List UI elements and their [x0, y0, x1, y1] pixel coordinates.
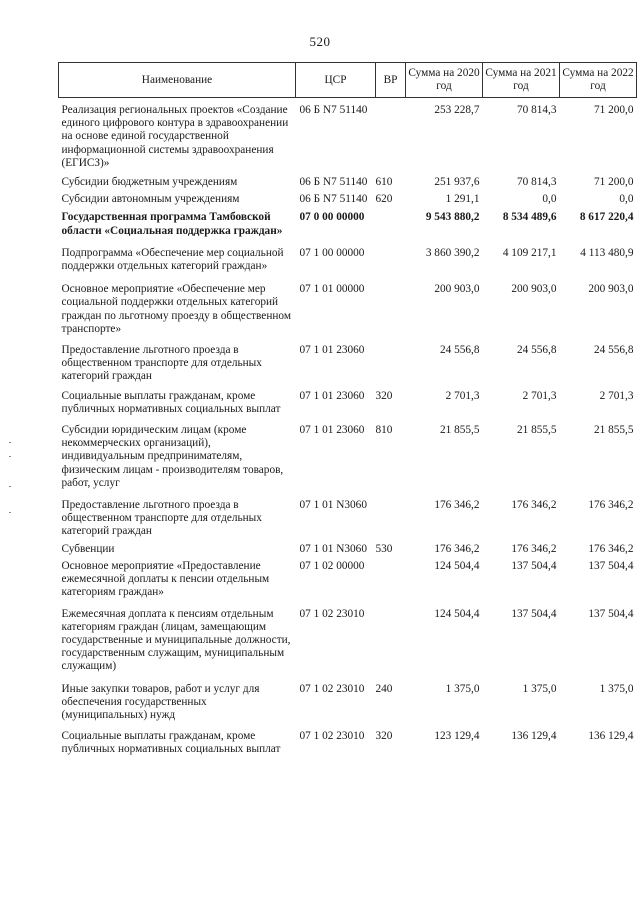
- page-number: 520: [309, 34, 331, 49]
- row-name-cell: Субсидии бюджетным учреждениям: [61, 176, 238, 189]
- row-name-cell: Реализация региональных проектов «Создание единого цифрового контура в здравоохранении на основе единой государственной информационной системы здравоохранения (ЕГИСЗ)»: [61, 104, 289, 169]
- table-row: [59, 273, 637, 336]
- row-code-cell: 07 1 02 23010: [299, 682, 365, 695]
- row-amount-2020: 24 556,8: [439, 344, 480, 357]
- row-amount-2021: 0,0: [542, 193, 557, 206]
- scan-mark: [9, 442, 11, 443]
- row-amount-2020: 1 375,0: [445, 682, 480, 695]
- row-amount-2022: 176 346,2: [588, 542, 634, 555]
- row-amount-2022: 71 200,0: [593, 104, 634, 116]
- table-row: [59, 600, 637, 674]
- header-2020: Сумма на 2020 год: [406, 63, 483, 98]
- row-amount-2020: 200 903,0: [434, 283, 480, 296]
- table-row: [59, 336, 637, 384]
- row-vr-cell: 530: [375, 542, 393, 555]
- row-amount-2022: 136 129,4: [588, 730, 634, 743]
- row-code-cell: 07 1 01 00000: [299, 283, 365, 296]
- row-code-cell: 07 1 01 23060: [299, 424, 365, 437]
- row-amount-2022: 71 200,0: [593, 176, 634, 189]
- table-row: [59, 722, 637, 756]
- table-row: [59, 416, 637, 490]
- row-amount-2022: 4 113 480,9: [580, 246, 634, 259]
- row-vr-cell: [376, 600, 406, 674]
- header-name: Наименование: [59, 63, 296, 98]
- row-name-cell: Предоставление льготного проезда в общественном транспорте для отдельных категорий граждан: [61, 499, 262, 538]
- row-amount-2021: 8 534 489,6: [502, 211, 557, 224]
- row-code-cell: 07 1 01 23060: [299, 389, 365, 402]
- row-vr-cell: [376, 490, 406, 539]
- row-code-cell: 07 1 02 00000: [299, 559, 365, 572]
- table-body: [59, 98, 637, 757]
- row-name-cell: Подпрограмма «Обеспечение мер социальной поддержки отдельных категорий граждан»: [61, 246, 284, 273]
- table-row: [59, 238, 637, 273]
- row-name-cell: Субсидии юридическим лицам (кроме некоммерческих организаций), индивидуальным предпринимателям, физическим лицам - производителям товаров, работ, услуг: [61, 424, 284, 489]
- row-vr-cell: [376, 273, 406, 336]
- table-row: [59, 539, 637, 556]
- row-code-cell: 07 0 00 00000: [299, 211, 365, 224]
- table-row: [59, 674, 637, 723]
- table-row: [59, 170, 637, 189]
- row-amount-2020: 9 543 880,2: [425, 211, 480, 224]
- row-amount-2022: 8 617 220,4: [579, 211, 634, 224]
- scan-mark: [9, 486, 11, 487]
- row-amount-2022: 137 504,4: [588, 559, 634, 572]
- row-amount-2021: 176 346,2: [511, 499, 557, 512]
- row-name-cell: Субсидии автономным учреждениям: [61, 193, 240, 206]
- row-name-cell: Государственная программа Тамбовской области «Социальная поддержка граждан»: [61, 211, 283, 237]
- scan-mark: [9, 456, 11, 457]
- row-name-cell: Социальные выплаты гражданам, кроме публичных нормативных социальных выплат: [61, 730, 281, 756]
- table-row: [59, 206, 637, 237]
- row-vr-cell: [376, 98, 406, 171]
- row-amount-2020: 251 937,6: [434, 176, 480, 189]
- header-2021: Сумма на 2021 год: [483, 63, 560, 98]
- table-row: [59, 556, 637, 600]
- row-amount-2020: 2 701,3: [445, 389, 480, 402]
- row-amount-2022: 200 903,0: [588, 283, 634, 296]
- row-amount-2021: 70 814,3: [516, 104, 557, 116]
- row-code-cell: 06 Б N7 51140: [299, 104, 368, 116]
- row-amount-2021: 24 556,8: [516, 344, 557, 357]
- row-vr-cell: [376, 238, 406, 273]
- row-amount-2022: 21 855,5: [593, 424, 634, 437]
- row-amount-2022: 1 375,0: [599, 682, 634, 695]
- table-header-row: [59, 63, 637, 98]
- row-amount-2022: 0,0: [619, 193, 634, 206]
- row-code-cell: 07 1 00 00000: [299, 246, 365, 259]
- row-amount-2020: 176 346,2: [434, 542, 480, 555]
- scan-mark: [9, 512, 11, 513]
- row-vr-cell: [376, 556, 406, 600]
- row-amount-2022: 137 504,4: [588, 607, 634, 620]
- row-code-cell: 06 Б N7 51140: [299, 193, 368, 206]
- row-name-cell: Субвенции: [61, 542, 115, 555]
- row-code-cell: 07 1 02 23010: [299, 607, 365, 620]
- row-name-cell: Социальные выплаты гражданам, кроме публичных нормативных социальных выплат: [61, 389, 281, 415]
- row-vr-cell: 610: [375, 176, 393, 189]
- row-vr-cell: 320: [375, 730, 393, 743]
- row-name-cell: Предоставление льготного проезда в общественном транспорте для отдельных категорий граждан: [61, 344, 262, 383]
- row-amount-2020: 21 855,5: [439, 424, 480, 437]
- row-name-cell: Иные закупки товаров, работ и услуг для обеспечения государственных (муниципальных) нужд: [61, 682, 260, 721]
- row-amount-2021: 176 346,2: [511, 542, 557, 555]
- table-row: [59, 98, 637, 171]
- row-amount-2020: 124 504,4: [434, 607, 480, 620]
- row-name-cell: Основное мероприятие «Обеспечение мер социальной поддержки отдельных категорий граждан по льготному проезду в общественном транспорте»: [61, 283, 291, 335]
- row-amount-2021: 21 855,5: [516, 424, 557, 437]
- row-amount-2022: 176 346,2: [588, 499, 634, 512]
- row-amount-2021: 2 701,3: [522, 389, 557, 402]
- budget-table: [58, 62, 637, 757]
- row-vr-cell: 810: [375, 424, 393, 437]
- row-amount-2020: 3 860 390,2: [425, 246, 480, 259]
- row-code-cell: 07 1 01 N3060: [299, 542, 367, 555]
- row-code-cell: 06 Б N7 51140: [299, 176, 368, 189]
- row-amount-2021: 70 814,3: [516, 176, 557, 189]
- row-amount-2022: 24 556,8: [593, 344, 634, 357]
- row-amount-2021: 136 129,4: [511, 730, 557, 743]
- row-name-cell: Основное мероприятие «Предоставление ежемесячной доплаты к пенсии отдельным категориям граждан»: [61, 559, 270, 599]
- table-row: [59, 384, 637, 416]
- row-code-cell: 07 1 01 23060: [299, 344, 365, 357]
- table-row: [59, 189, 637, 206]
- row-amount-2021: 200 903,0: [511, 283, 557, 296]
- row-vr-cell: [376, 206, 406, 237]
- row-code-cell: 07 1 01 N3060: [299, 499, 367, 512]
- row-amount-2020: 123 129,4: [434, 730, 480, 743]
- row-code-cell: 07 1 02 23010: [299, 730, 365, 743]
- row-amount-2021: 1 375,0: [522, 682, 557, 695]
- row-amount-2020: 253 228,7: [434, 104, 480, 116]
- header-vr: ВР: [376, 63, 406, 98]
- row-amount-2020: 176 346,2: [434, 499, 480, 512]
- row-vr-cell: 620: [375, 193, 393, 206]
- row-amount-2020: 1 291,1: [445, 193, 480, 206]
- row-vr-cell: 320: [375, 389, 393, 402]
- row-name-cell: Ежемесячная доплата к пенсиям отдельным категориям граждан (лицам, замещающим государственные и муниципальные должности, государственным служащим, муниципальным служащим): [61, 607, 291, 673]
- table-row: [59, 490, 637, 539]
- row-amount-2020: 124 504,4: [434, 559, 480, 572]
- row-amount-2022: 2 701,3: [599, 389, 634, 402]
- header-code: ЦСР: [296, 63, 376, 98]
- row-vr-cell: [376, 336, 406, 384]
- header-2022: Сумма на 2022 год: [560, 63, 637, 98]
- row-amount-2021: 137 504,4: [511, 607, 557, 620]
- row-vr-cell: 240: [375, 682, 393, 695]
- row-amount-2021: 137 504,4: [511, 559, 557, 572]
- row-amount-2021: 4 109 217,1: [502, 246, 557, 259]
